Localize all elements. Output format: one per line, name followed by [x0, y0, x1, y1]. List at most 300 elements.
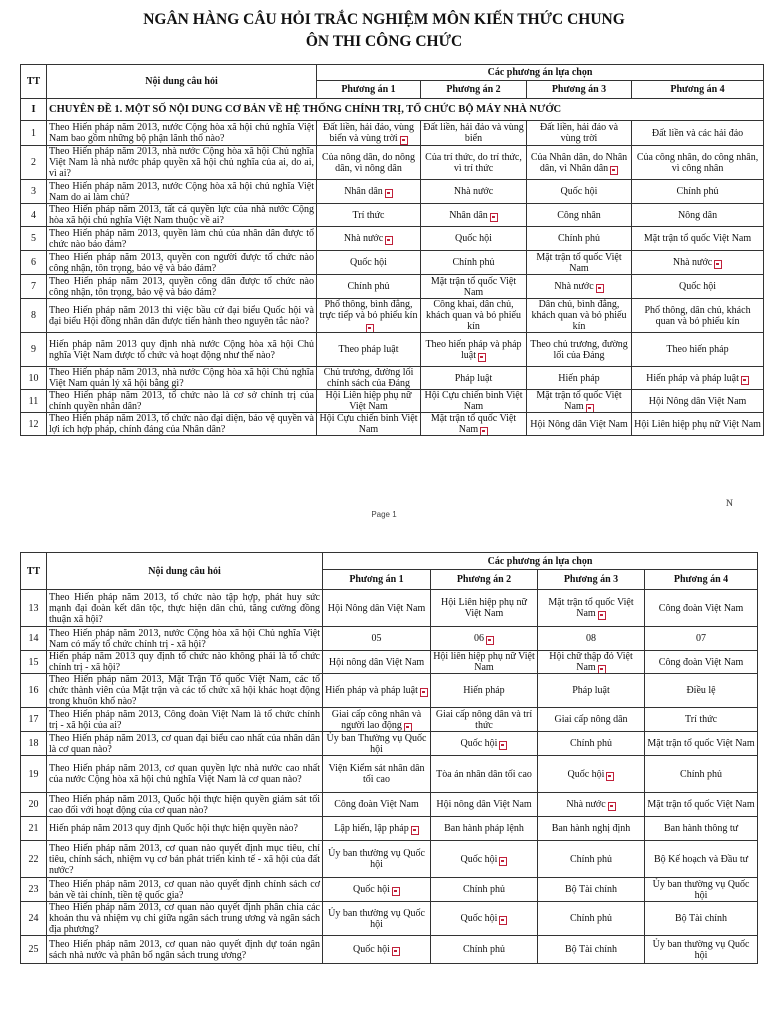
page-footer: Page 1 — [371, 510, 397, 519]
option-1 — [323, 936, 431, 964]
option-1-text: Hội Liên hiệp phụ nữ Việt Nam — [325, 390, 412, 412]
question-number — [21, 204, 47, 227]
option-3-text: Quốc hội — [567, 768, 605, 780]
question-number-text: 18 — [28, 738, 39, 749]
option-4 — [632, 204, 764, 227]
answer-mark-icon — [606, 772, 614, 781]
header-tt: TT — [21, 65, 47, 99]
question-text — [47, 902, 323, 936]
option-4-text: Hội Liên hiệp phụ nữ Việt Nam — [634, 418, 761, 430]
question-row — [21, 627, 758, 651]
chapter-number: I — [21, 99, 47, 121]
option-1-text: 05 — [371, 633, 382, 644]
option-2 — [431, 651, 538, 674]
option-2-text: Của trí thức, do trí thức, vì trí thức — [425, 151, 522, 174]
option-3 — [538, 902, 645, 936]
document-title-line1: NGÂN HÀNG CÂU HỎI TRẮC NGHIỆM MÔN KIẾN THỨC CHUNG — [143, 11, 625, 28]
option-4-text: Quốc hội — [679, 281, 716, 292]
question-number — [21, 299, 47, 333]
option-3 — [527, 251, 632, 275]
option-4 — [632, 299, 764, 333]
question-text — [47, 793, 323, 817]
answer-mark-icon — [499, 916, 507, 925]
answer-mark-icon — [499, 857, 507, 866]
option-3 — [527, 333, 632, 367]
question-row — [21, 756, 758, 793]
question-row — [21, 299, 764, 333]
option-4-text: Hội Nông dân Việt Nam — [648, 395, 747, 407]
option-4-text: 07 — [696, 633, 707, 644]
option-1 — [323, 793, 431, 817]
question-text — [47, 227, 317, 251]
answer-mark-icon — [608, 802, 616, 811]
question-number — [21, 936, 47, 964]
question-number — [21, 627, 47, 651]
question-text-text: Theo Hiến pháp năm 2013, cơ quan nào quyết định chính sách cơ bản về tài chính, tiền tệ quốc gia? — [49, 878, 320, 901]
option-2-text: Mặt trận tổ quốc Việt Nam — [430, 275, 517, 298]
option-4 — [645, 651, 758, 674]
option-1-text: Giai cấp công nhân và người lao động — [331, 708, 422, 731]
question-number-text: 22 — [28, 853, 39, 865]
answer-mark-icon — [490, 213, 498, 222]
option-3-text: Hiến pháp — [558, 372, 600, 384]
option-4-text: Chính phủ — [680, 768, 722, 780]
option-4 — [645, 902, 758, 936]
question-number-text: 12 — [28, 418, 39, 430]
option-3-text: Hội chữ thập đỏ Việt Nam — [549, 651, 633, 673]
option-4 — [645, 732, 758, 756]
option-3 — [527, 413, 632, 436]
question-number — [21, 878, 47, 902]
option-4-text: Ủy ban thường vụ Quốc hội — [652, 938, 750, 961]
question-text-text: Theo Hiến pháp năm 2013, Mặt Trận Tổ quốc Việt Nam, các tổ chức thành viên của Mặt trận và các tổ chức xã hội khác hoạt động trong khuôn khổ nào? — [49, 674, 320, 707]
option-2 — [431, 708, 538, 732]
option-2-text: Chính phủ — [452, 257, 495, 268]
question-text-text: Theo Hiến pháp năm 2013, nhà nước Cộng hòa xã hội Chủ nghĩa Việt Nam quản lý xã hội bằng gì? — [49, 367, 314, 389]
option-2 — [421, 390, 527, 413]
chapter-title: CHUYÊN ĐỀ 1. MỘT SỐ NỘI DUNG CƠ BẢN VỀ HỆ THỐNG CHÍNH TRỊ, TỔ CHỨC BỘ MÁY NHÀ NƯỚC — [47, 99, 764, 121]
question-number-text: 15 — [28, 656, 39, 668]
header-options-group: Các phương án lựa chọn — [323, 553, 758, 570]
question-number — [21, 902, 47, 936]
answer-mark-icon — [586, 404, 594, 412]
option-2 — [421, 413, 527, 436]
question-text-text: Theo Hiến pháp năm 2013, tất cả quyền lực của nhà nước Cộng hòa xã hội chủ nghĩa Việt Nam thuộc về ai? — [49, 204, 314, 226]
question-number-text: 11 — [28, 395, 39, 407]
answer-mark-icon — [486, 636, 494, 645]
page-gap — [0, 530, 768, 552]
option-2-text: Chính phủ — [463, 884, 505, 895]
option-1 — [323, 651, 431, 674]
question-text-text: Theo Hiến pháp năm 2013, nước Cộng hòa xã hội chủ nghĩa Việt Nam do ai làm chủ? — [49, 180, 314, 203]
option-1 — [323, 627, 431, 651]
option-3 — [527, 121, 632, 146]
option-3 — [538, 627, 645, 651]
question-text — [47, 251, 317, 275]
answer-mark-icon — [480, 427, 488, 435]
option-3 — [527, 390, 632, 413]
answer-mark-icon — [392, 887, 400, 896]
question-number — [21, 251, 47, 275]
header-opt1: Phương án 1 — [317, 81, 421, 99]
option-1-text: Chính phủ — [347, 281, 390, 292]
question-text-text: Theo Hiến pháp năm 2013 thì việc bầu cử đại biểu Quốc hội và đại biểu Hội đồng nhân dân được tiến hành theo nguyên tắc nào? — [49, 304, 314, 327]
answer-mark-icon — [610, 166, 618, 175]
page-2 — [0, 552, 768, 1024]
question-text — [47, 878, 323, 902]
answer-mark-icon — [392, 947, 400, 956]
question-number-text: 7 — [31, 281, 36, 292]
question-row — [21, 708, 758, 732]
document-title-line2: ÔN THI CÔNG CHỨC — [305, 33, 463, 50]
question-row — [21, 732, 758, 756]
option-1 — [317, 333, 421, 367]
option-2-text: Theo hiến pháp và pháp luật — [425, 338, 522, 361]
question-number — [21, 708, 47, 732]
option-4-text: Công đoàn Việt Nam — [658, 602, 744, 614]
question-number — [21, 180, 47, 204]
option-2-text: Quốc hội — [455, 233, 492, 244]
option-4 — [645, 756, 758, 793]
option-3-text: Nhà nước — [554, 281, 594, 292]
option-4-text: Nhà nước — [672, 257, 713, 268]
option-1 — [323, 674, 431, 708]
option-1-text: Phổ thông, bình đẳng, trực tiếp và bỏ phiếu kín — [319, 299, 418, 321]
question-text-text: Hiến pháp năm 2013 quy định nhà nước Cộng hòa xã hội Chủ nghĩa Việt Nam được tổ chức và hoạt động như thế nào? — [49, 338, 314, 361]
option-2-text: Nhân dân — [449, 209, 488, 221]
option-1 — [317, 390, 421, 413]
question-number-text: 3 — [31, 186, 36, 197]
answer-mark-icon — [499, 741, 507, 750]
option-3-text: Chính phủ — [570, 738, 612, 749]
option-2-text: Hội Cựu chiến binh Việt Nam — [424, 390, 523, 412]
option-2-text: Đất liền, hải đảo và vùng biển — [423, 122, 524, 144]
question-row — [21, 936, 758, 964]
question-text — [47, 146, 317, 180]
question-number-text: 10 — [28, 372, 39, 384]
option-2 — [431, 732, 538, 756]
question-row — [21, 367, 764, 390]
question-number — [21, 841, 47, 878]
question-number — [21, 227, 47, 251]
question-table-page2 — [20, 552, 758, 964]
question-row — [21, 227, 764, 251]
question-text — [47, 817, 323, 841]
option-3 — [527, 367, 632, 390]
question-number — [21, 367, 47, 390]
question-number — [21, 333, 47, 367]
option-1-text: Công đoàn Việt Nam — [334, 799, 419, 810]
question-row — [21, 333, 764, 367]
option-2 — [421, 146, 527, 180]
option-3-text: Bộ Tài chính — [564, 884, 618, 895]
option-2 — [421, 275, 527, 299]
option-2 — [421, 180, 527, 204]
question-text-text: Theo Hiến pháp năm 2013, quyền công dân được tổ chức nào công nhận, tôn trọng, bảo vệ và bảo đảm? — [49, 275, 314, 298]
question-text-text: Theo Hiến pháp năm 2013, tổ chức nào đại diện, bảo vệ quyền và lợi ích hợp pháp, chính đáng của Nhân dân? — [49, 413, 314, 435]
question-text — [47, 936, 323, 964]
header-opt1: Phương án 1 — [323, 570, 431, 590]
option-1-text: Viện Kiểm sát nhân dân tối cao — [328, 763, 425, 785]
question-text-text: Theo Hiến pháp năm 2013, Quốc hội thực hiện quyền giám sát tối cao đối với hoạt động của cơ quan nào? — [49, 793, 320, 816]
option-2 — [421, 251, 527, 275]
option-4-text: Của công nhân, do công nhân, vì công nhân — [636, 151, 759, 174]
question-number — [21, 275, 47, 299]
option-2-text: Hội Liên hiệp phụ nữ Việt Nam — [441, 597, 527, 619]
question-text — [47, 756, 323, 793]
option-4-text: Trí thức — [685, 714, 718, 725]
option-3 — [538, 817, 645, 841]
option-2-text: Hiến pháp — [463, 685, 505, 696]
question-text — [47, 651, 323, 674]
option-4-text: Phổ thông, dân chủ, khách quan và bỏ phiếu kín — [644, 304, 751, 327]
option-3-text: Nhà nước — [566, 799, 606, 810]
option-2-text: Nhà nước — [453, 186, 494, 197]
option-1-text: Chủ trương, đường lối chính sách của Đảng — [323, 367, 414, 389]
option-2 — [421, 121, 527, 146]
option-4 — [645, 878, 758, 902]
question-row — [21, 902, 758, 936]
question-row — [21, 121, 764, 146]
option-2 — [431, 878, 538, 902]
option-1 — [317, 251, 421, 275]
option-3 — [527, 299, 632, 333]
option-4 — [632, 146, 764, 180]
option-2 — [421, 367, 527, 390]
question-text-text: Theo Hiến pháp năm 2013, quyền làm chủ của nhân dân được tổ chức nào bảo đảm? — [49, 227, 314, 250]
answer-mark-icon — [596, 284, 604, 293]
option-1 — [317, 299, 421, 333]
option-2 — [431, 793, 538, 817]
question-number-text: 23 — [28, 884, 39, 895]
option-2-text: Quốc hội — [460, 913, 498, 924]
question-text — [47, 367, 317, 390]
question-text-text: Theo Hiến pháp năm 2013, nước Cộng hòa xã hội chủ nghĩa Việt Nam bao gồm những bộ phận lãnh thổ nào? — [49, 122, 314, 144]
option-3 — [527, 146, 632, 180]
question-number-text: 6 — [31, 257, 36, 268]
option-3 — [527, 275, 632, 299]
question-row — [21, 204, 764, 227]
option-3 — [538, 878, 645, 902]
option-3-text: Mặt trận tổ quốc Việt Nam — [536, 390, 622, 412]
question-number — [21, 793, 47, 817]
option-2-text: Mặt trận tổ quốc Việt Nam — [430, 413, 517, 435]
option-2 — [421, 333, 527, 367]
question-text — [47, 413, 317, 436]
option-4-text: Công đoàn Việt Nam — [658, 656, 744, 668]
option-4 — [632, 251, 764, 275]
question-number-text: 4 — [31, 209, 36, 221]
option-1-text: Của nông dân, do nông dân, vì nông dân — [321, 151, 416, 174]
option-3-text: Chính phủ — [570, 853, 612, 865]
question-row — [21, 413, 764, 436]
question-text — [47, 390, 317, 413]
option-1-text: Theo pháp luật — [338, 344, 399, 355]
question-row — [21, 674, 758, 708]
option-1 — [323, 708, 431, 732]
question-number-text: 8 — [31, 310, 36, 321]
option-3-text: Đất liền, hải đảo và vùng trời — [539, 122, 619, 144]
question-number-text: 25 — [28, 944, 39, 955]
question-text-text: Hiến pháp năm 2013 quy định Quốc hội thực hiện quyền nào? — [49, 823, 298, 834]
question-number — [21, 756, 47, 793]
question-number-text: 21 — [28, 823, 39, 834]
question-text — [47, 275, 317, 299]
question-number — [21, 146, 47, 180]
option-2-text: Ban hành pháp lệnh — [444, 823, 524, 834]
header-content: Nội dung câu hỏi — [47, 65, 317, 99]
option-3-text: Mặt trận tổ quốc Việt Nam — [548, 597, 634, 619]
header-opt3: Phương án 3 — [527, 81, 632, 99]
option-3-text: Chính phủ — [558, 233, 600, 244]
question-row — [21, 841, 758, 878]
option-3-text: Pháp luật — [572, 685, 610, 696]
option-2-text: Quốc hội — [460, 738, 498, 749]
option-2 — [431, 674, 538, 708]
option-1-text: Lập hiến, lập pháp — [334, 823, 409, 834]
question-text — [47, 590, 323, 627]
option-2-text: Hội liên hiệp phụ nữ Việt Nam — [433, 651, 535, 673]
option-3-text: Hội Nông dân Việt Nam — [530, 418, 628, 430]
option-1-text: Ủy ban thường vụ Quốc hội — [328, 848, 425, 870]
question-row — [21, 651, 758, 674]
question-number-text: 19 — [28, 768, 39, 780]
option-3 — [538, 590, 645, 627]
option-2 — [431, 936, 538, 964]
option-1-text: Ủy ban Thường vụ Quốc hội — [326, 732, 427, 755]
option-1 — [323, 878, 431, 902]
option-4 — [645, 793, 758, 817]
handwritten-mark: ɴ — [726, 495, 733, 510]
question-number-text: 2 — [31, 157, 36, 168]
header-opt4: Phương án 4 — [645, 570, 758, 590]
question-text-text: Theo Hiến pháp năm 2013, cơ quan nào quyết định mục tiêu, chỉ tiêu, chính sách, nhiệm vụ cơ bản phát triển kinh tế - xã hội của đất nước? — [49, 842, 320, 876]
header-opt2: Phương án 2 — [431, 570, 538, 590]
question-number-text: 16 — [28, 685, 39, 696]
answer-mark-icon — [411, 826, 419, 835]
option-4-text: Theo hiến pháp — [666, 344, 729, 355]
option-4-text: Bộ Kế hoạch và Đầu tư — [654, 853, 749, 865]
option-4-text: Bộ Tài chính — [675, 913, 728, 924]
question-text — [47, 121, 317, 146]
question-text — [47, 708, 323, 732]
question-number-text: 9 — [31, 344, 36, 355]
option-2-text: Công khai, dân chủ, khách quan và bỏ phiếu kín — [426, 299, 521, 332]
option-2-text: 06 — [474, 633, 484, 644]
option-4 — [632, 333, 764, 367]
option-3-text: Giai cấp nông dân — [554, 714, 628, 725]
option-2-text: Chính phủ — [463, 944, 505, 955]
answer-mark-icon — [714, 260, 722, 269]
question-number-text: 17 — [28, 714, 39, 725]
option-4 — [645, 841, 758, 878]
option-1-text: Quốc hội — [350, 257, 387, 268]
option-1 — [317, 146, 421, 180]
option-1 — [317, 121, 421, 146]
question-text-text: Hiến pháp năm 2013 quy định tổ chức nào không phải là tổ chức chính trị - xã hội? — [49, 651, 320, 673]
option-1-text: Nhà nước — [343, 233, 384, 244]
question-text — [47, 333, 317, 367]
option-4 — [632, 413, 764, 436]
option-3 — [527, 180, 632, 204]
option-3-text: 08 — [586, 633, 596, 644]
option-3 — [538, 841, 645, 878]
option-3 — [538, 651, 645, 674]
question-number-text: 20 — [28, 799, 39, 810]
option-1-text: Hiến pháp và pháp luật — [325, 685, 418, 696]
option-4-text: Chính phủ — [676, 186, 719, 197]
option-4 — [632, 180, 764, 204]
option-1 — [317, 204, 421, 227]
question-text-text: Theo Hiến pháp năm 2013, cơ quan đại biểu cao nhất của nhân dân là cơ quan nào? — [49, 732, 320, 755]
answer-mark-icon — [404, 723, 412, 732]
question-text-text: Theo Hiến pháp năm 2013, cơ quan quyền lực nhà nước cao nhất của nước Cộng hòa xã hội chủ nghĩa Việt Nam là cơ quan nào? — [49, 763, 320, 785]
header-tt: TT — [21, 553, 47, 590]
option-1-text: Nhân dân — [344, 186, 383, 197]
option-1-text: Ủy ban thường vụ Quốc hội — [328, 907, 425, 930]
option-1 — [317, 180, 421, 204]
option-4-text: Ban hành thông tư — [664, 823, 739, 834]
question-text-text: Theo Hiến pháp năm 2013, cơ quan nào quyết định phân chia các khoản thu và nhiệm vụ chi giữa ngân sách trung ương và ngân sách địa phương? — [49, 902, 320, 935]
option-1 — [323, 841, 431, 878]
question-text-text: Theo Hiến pháp năm 2013, nhà nước Cộng hòa xã hội Chủ nghĩa Việt Nam là nhà nước pháp quyền xã hội chủ nghĩa của ai, do ai, vì ai? — [49, 146, 314, 179]
question-number — [21, 651, 47, 674]
option-4-text: Ủy ban thường vụ Quốc hội — [652, 878, 750, 901]
header-opt2: Phương án 2 — [421, 81, 527, 99]
question-row — [21, 275, 764, 299]
answer-mark-icon — [420, 688, 428, 697]
option-4 — [632, 367, 764, 390]
header-opt4: Phương án 4 — [632, 81, 764, 99]
option-2 — [431, 590, 538, 627]
question-row — [21, 390, 764, 413]
option-1-text: Quốc hội — [353, 944, 390, 955]
option-4-text: Đất liền và các hải đảo — [651, 127, 744, 139]
answer-mark-icon — [478, 353, 486, 362]
option-4 — [632, 121, 764, 146]
option-2-text: Quốc hội — [460, 853, 498, 865]
option-3 — [538, 708, 645, 732]
question-number — [21, 390, 47, 413]
answer-mark-icon — [366, 324, 374, 332]
option-2-text: Giai cấp nông dân và trí thức — [435, 708, 533, 731]
question-row — [21, 251, 764, 275]
option-2 — [421, 204, 527, 227]
question-number-text: 14 — [28, 633, 39, 644]
option-1-text: Hội nông dân Việt Nam — [328, 656, 425, 668]
option-4-text: Mặt trận tổ quốc Việt Nam — [647, 738, 755, 749]
question-text — [47, 180, 317, 204]
header-content: Nội dung câu hỏi — [47, 553, 323, 590]
option-2-text: Tòa án nhân dân tối cao — [436, 768, 532, 780]
option-1 — [323, 902, 431, 936]
question-row — [21, 793, 758, 817]
question-text-text: Theo Hiến pháp năm 2013, tổ chức nào là cơ sở chính trị của chính quyền nhân dân? — [49, 390, 314, 412]
question-number-text: 13 — [28, 602, 39, 614]
answer-mark-icon — [598, 665, 606, 673]
option-1 — [323, 817, 431, 841]
question-number — [21, 121, 47, 146]
question-row — [21, 817, 758, 841]
header-options-group: Các phương án lựa chọn — [317, 65, 764, 81]
question-row — [21, 878, 758, 902]
option-3-text: Quốc hội — [560, 186, 598, 197]
option-3-text: Chính phủ — [570, 913, 612, 924]
question-number — [21, 413, 47, 436]
header-opt3: Phương án 3 — [538, 570, 645, 590]
question-text — [47, 841, 323, 878]
option-1-text: Quốc hội — [353, 884, 390, 895]
